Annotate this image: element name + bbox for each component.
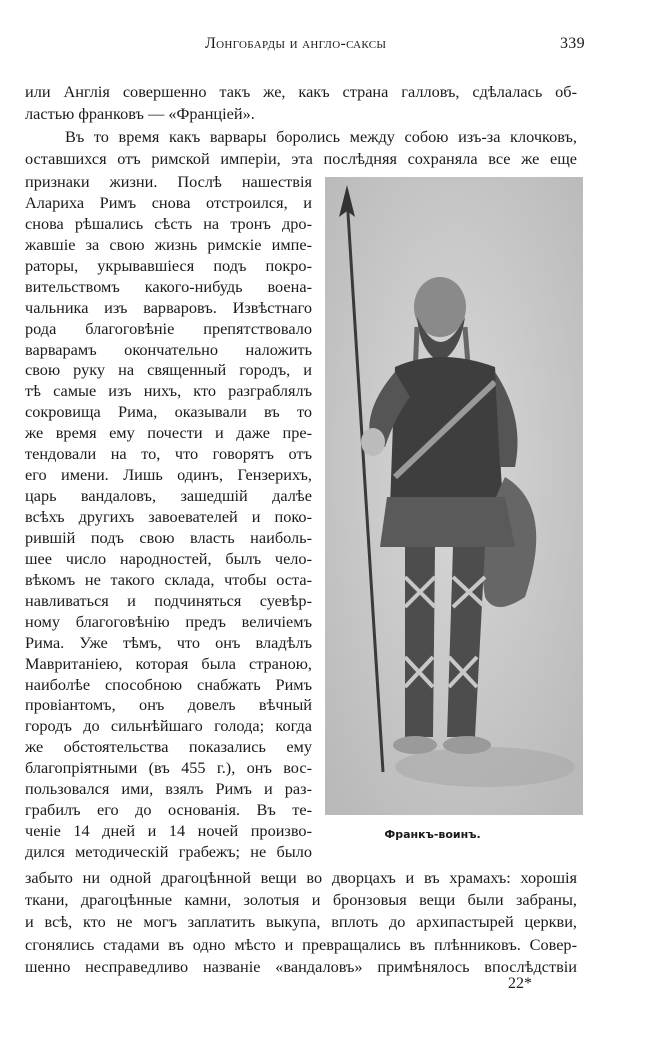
- text-line: признаки жизни. Послѣ нашествія: [25, 172, 312, 191]
- text-line: рода благоговѣніе препятствовало: [25, 318, 312, 338]
- text-line: чальника изъ варваровъ. Извѣстнаго: [25, 297, 312, 317]
- text-line: сгонялись стадами въ одно мѣсто и превращались въ плѣнниковъ. Совер-: [25, 934, 577, 954]
- text-line: Алариха Римъ снова отстроился, и: [25, 192, 312, 212]
- text-line: рившій подъ свою власть наиболь-: [25, 527, 312, 547]
- text-line: ластью франковъ — «Франціей».: [25, 104, 255, 124]
- text-line: шенно несправедливо названіе «вандаловъ» примѣнялось впослѣдствіи: [25, 956, 577, 976]
- text-line: жавшіе за свою жизнь римскіе импе-: [25, 234, 312, 254]
- text-line: варварамъ окончательно наложить: [25, 339, 312, 359]
- text-line: царь вандаловъ, зашедшій далѣе: [25, 486, 312, 506]
- text-line: вительствомъ какого-нибудь воена-: [25, 276, 312, 296]
- text-line: городъ до сильнѣйшаго голода; когда: [25, 716, 312, 736]
- text-line: наиболѣе способною снабжать Римъ: [25, 674, 312, 694]
- text-block-top: [25, 81, 577, 171]
- text-line: благопріятными (въ 455 г.), онъ вос-: [25, 758, 312, 778]
- text-line: и всѣ, кто не могъ заплатить выкупа, вплоть до архипастырей церкви,: [25, 912, 577, 932]
- text-line: ному благоговѣнію предъ величіемъ: [25, 611, 312, 631]
- text-line: его имени. Лишь одинъ, Гензерихъ,: [25, 465, 312, 485]
- illustration-frankish-warrior: [325, 177, 583, 815]
- text-line: сокровища Рима, оказывали въ то: [25, 402, 312, 422]
- text-line: дился методическій грабежъ; не было: [25, 842, 312, 861]
- running-title: Лонгобарды и англо-саксы: [205, 35, 387, 52]
- text-line: всѣхъ другихъ завоевателей и поко-: [25, 507, 312, 526]
- text-line: снова рѣшались сѣсть на тронъ дро-: [25, 213, 312, 233]
- text-line: провіантомъ, онъ довелъ вѣчный: [25, 695, 312, 715]
- text-line: вѣкомъ не такого склада, чтобы оста-: [25, 569, 312, 589]
- text-line: свою руку на священный городъ, и: [25, 360, 312, 380]
- text-line: же время ему почести и даже пре-: [25, 423, 312, 443]
- text-line: же обстоятельства показались ему: [25, 737, 312, 757]
- text-line: грабилъ его до основанія. Въ те-: [25, 800, 312, 820]
- page-number: 339: [560, 35, 585, 52]
- text-line: тѣ самые изъ нихъ, кто разграблялъ: [25, 381, 312, 401]
- figure-caption: Франкъ-воинъ.: [384, 828, 481, 841]
- text-line: навливаться и подчиняться суевѣр-: [25, 590, 312, 610]
- text-line: шее число народностей, былъ чело-: [25, 548, 312, 568]
- text-line: раторы, укрывавшіеся подъ покро-: [25, 255, 312, 275]
- text-line: пользовался ими, взялъ Римъ и раз-: [25, 779, 312, 799]
- text-block-column: [25, 172, 312, 863]
- text-line: оставшихся отъ римской имперіи, эта послѣдняя сохраняла все же еще: [25, 149, 577, 169]
- text-block-bottom: [25, 867, 577, 978]
- signature-mark: 22*: [508, 975, 532, 992]
- text-line: ченіе 14 дней и 14 ночей произво-: [25, 821, 312, 841]
- text-line: Рима. Уже тѣмъ, что онъ владѣлъ: [25, 632, 312, 652]
- text-line: забыто ни одной драгоцѣнной вещи во дворцахъ и въ храмахъ: хорошія: [25, 868, 577, 887]
- text-line: ткани, драгоцѣнные камни, золотыя и бронзовыя вещи были забраны,: [25, 890, 577, 910]
- text-line: или Англія совершенно такъ же, какъ страна галловъ, сдѣлалась об-: [25, 82, 577, 101]
- text-line: Мавританіею, которая была страною,: [25, 653, 312, 673]
- text-line: Въ то время какъ варвары боролись между собою изъ-за клочковъ,: [65, 126, 577, 146]
- text-line: тендовали на то, что говорятъ отъ: [25, 444, 312, 464]
